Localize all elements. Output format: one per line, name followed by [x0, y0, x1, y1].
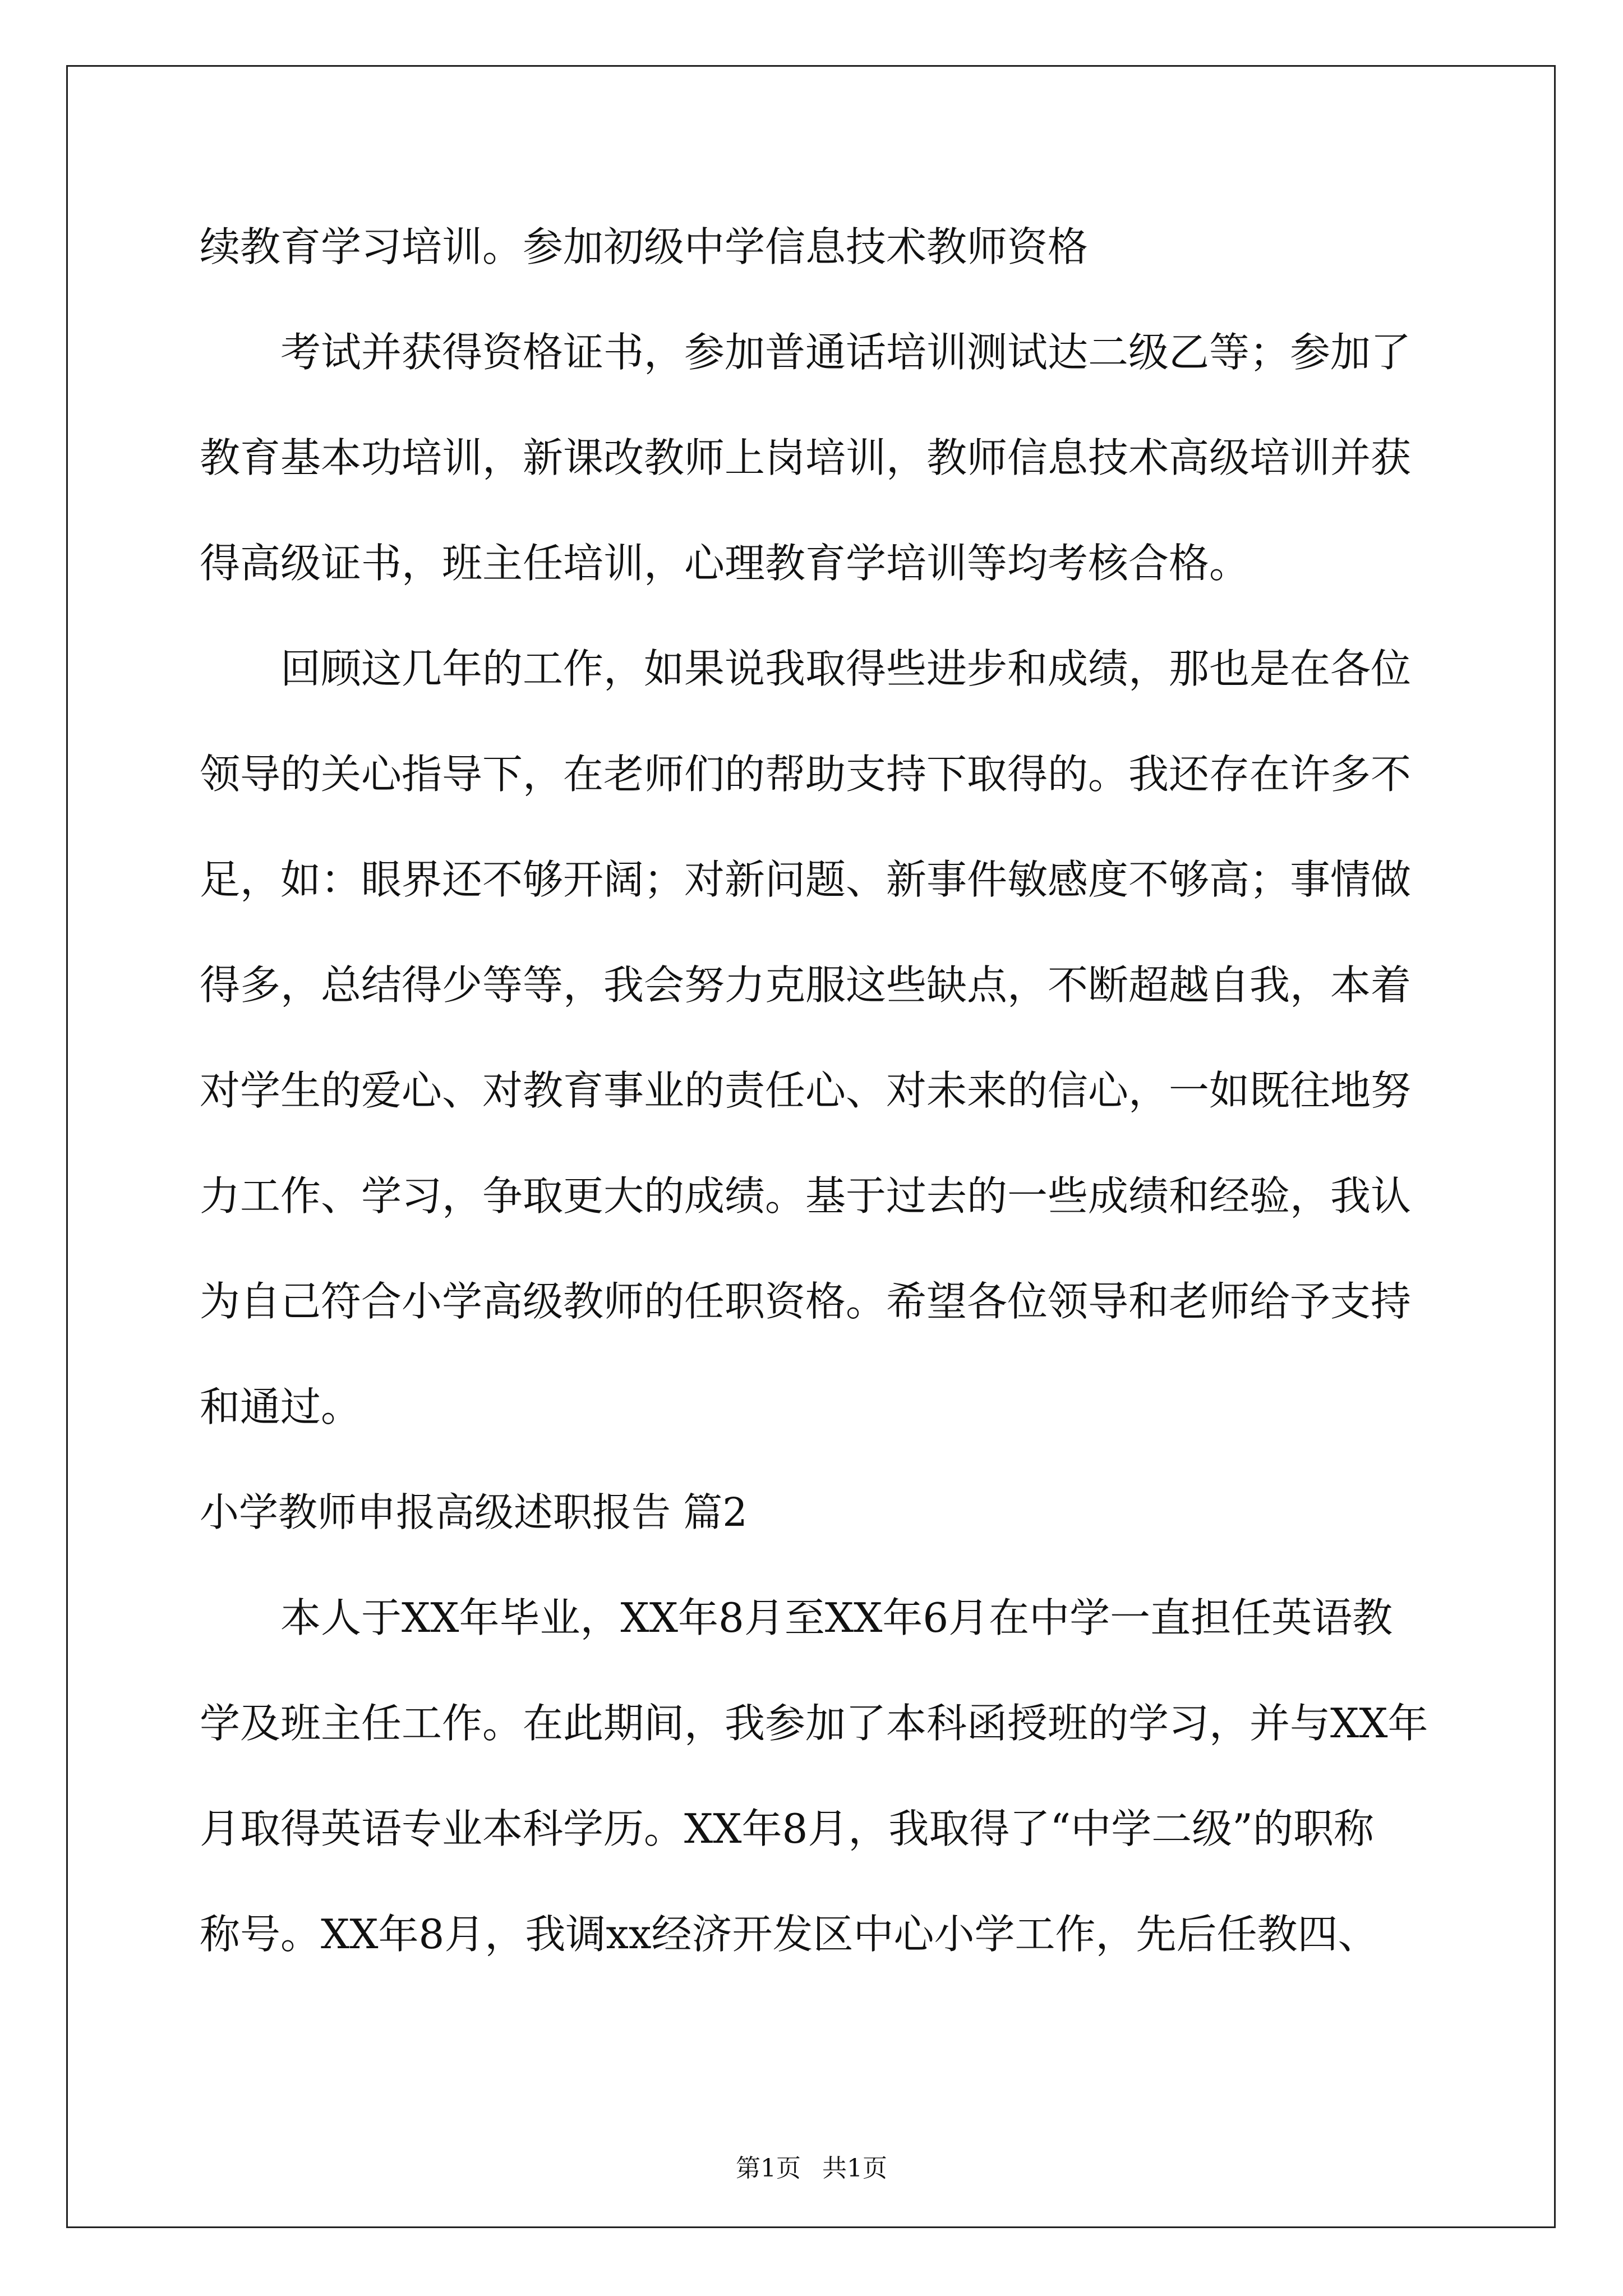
text-line: 和通过。	[200, 1383, 362, 1430]
page-number: 第1页	[736, 2154, 801, 2183]
text-line: 得高级证书，班主任培训，心理教育学培训等均考核合格。	[200, 540, 1250, 587]
section-heading: 小学教师申报高级述职报告 篇2	[200, 1489, 748, 1535]
text-line: 称号。XX年8月，我调xx经济开发区中心小学工作，先后任教四、	[200, 1911, 1378, 1958]
text-line: 考试并获得资格证书，参加普通话培训测试达二级乙等；参加了	[280, 329, 1412, 376]
text-line: 本人于XX年毕业，XX年8月至XX年6月在中学一直担任英语教	[280, 1594, 1393, 1641]
page-total: 共1页	[822, 2154, 887, 2183]
text-line: 教育基本功培训，新课改教师上岗培训，教师信息技术高级培训并获	[200, 434, 1412, 481]
document-body	[200, 213, 1431, 2006]
text-line: 回顾这几年的工作，如果说我取得些进步和成绩，那也是在各位	[280, 645, 1412, 692]
text-line: 足，如：眼界还不够开阔；对新问题、新事件敏感度不够高；事情做	[200, 856, 1412, 903]
text-line: 学及班主任工作。在此期间，我参加了本科函授班的学习，并与XX年	[200, 1700, 1428, 1747]
text-line: 月取得英语专业本科学历。XX年8月，我取得了“中学二级”的职称	[200, 1805, 1374, 1852]
text-line: 力工作、学习，争取更大的成绩。基于过去的一些成绩和经验，我认	[200, 1172, 1412, 1220]
text-line: 对学生的爱心、对教育事业的责任心、对未来的信心，一如既往地努	[200, 1067, 1412, 1114]
text-line: 续教育学习培训。参加初级中学信息技术教师资格	[200, 223, 1089, 270]
text-line: 为自己符合小学高级教师的任职资格。希望各位领导和老师给予支持	[200, 1278, 1412, 1325]
text-line: 得多，总结得少等等，我会努力克服这些缺点，不断超越自我，本着	[200, 961, 1412, 1009]
page-footer	[0, 2152, 1623, 2185]
text-line: 领导的关心指导下，在老师们的帮助支持下取得的。我还存在许多不	[200, 751, 1412, 798]
